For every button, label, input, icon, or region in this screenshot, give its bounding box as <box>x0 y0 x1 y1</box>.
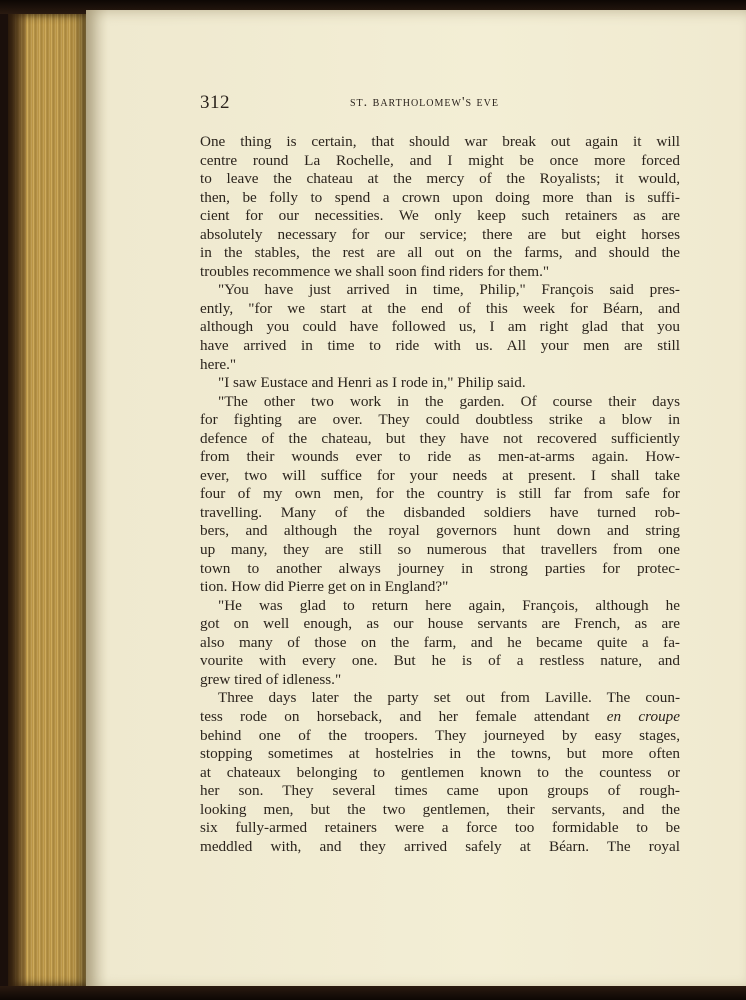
text-line <box>200 764 680 783</box>
text-line <box>200 671 680 690</box>
text-line <box>200 170 680 189</box>
text-line-content: Three days later the party set out from Laville. The coun- <box>218 689 680 707</box>
text-line-content: "I saw Eustace and Henri as I rode in," Philip said. <box>218 374 526 392</box>
text-line <box>200 745 680 764</box>
text-line-content: absolutely necessary for our service; there are but eight horses <box>200 225 680 243</box>
text-line-content: bers, and although the royal governors hunt down and string <box>200 522 680 540</box>
text-line <box>200 838 680 857</box>
text-line-content: grew tired of idleness." <box>200 670 342 688</box>
text-line-content: vourite with every one. But he is of a restless nature, and <box>200 652 680 670</box>
text-line <box>200 244 680 263</box>
text-line <box>200 300 680 319</box>
text-line <box>200 374 680 393</box>
text-line-content: from their wounds ever to ride as men-at-arms again. How- <box>200 448 680 466</box>
text-line-content: meddled with, and they arrived safely at Béarn. The royal <box>200 837 680 855</box>
text-line <box>200 504 680 523</box>
text-line-content: have arrived in time to ride with us. All your men are still <box>200 337 680 355</box>
text-line-content: in the stables, the rest are all out on the farms, and should the <box>200 244 680 262</box>
text-line <box>200 393 680 412</box>
text-line <box>200 226 680 245</box>
italic-phrase: en croupe <box>606 707 680 725</box>
text-line-content: looking men, but the two gentlemen, their servants, and the <box>200 800 680 818</box>
text-line-content: "You have just arrived in time, Philip," François said pres- <box>218 281 680 299</box>
bottom-shadow <box>0 986 746 1000</box>
text-line <box>200 430 680 449</box>
text-line <box>200 318 680 337</box>
text-line <box>200 819 680 838</box>
text-line-content: although you could have followed us, I am right glad that you <box>200 318 680 336</box>
text-line-content: four of my own men, for the country is still far from safe for <box>200 485 680 503</box>
running-header <box>200 92 680 122</box>
text-line-content: centre round La Rochelle, and I might be once more forced <box>200 151 680 169</box>
text-line-content: then, be folly to spend a crown upon doing more than is suffi- <box>200 188 680 206</box>
text-line <box>200 189 680 208</box>
page-number: 312 <box>200 92 230 113</box>
text-line <box>200 152 680 171</box>
text-line <box>200 578 680 597</box>
text-line <box>200 485 680 504</box>
text-line-content: cient for our necessities. We only keep such retainers as are <box>200 207 680 225</box>
text-line <box>200 782 680 801</box>
text-line <box>200 801 680 820</box>
text-line-content: One thing is certain, that should war break out again it will <box>200 133 680 150</box>
text-line-content: her son. They several times came upon groups of rough- <box>200 782 680 800</box>
text-line-content: stopping sometimes at hostelries in the towns, but more often <box>200 745 680 763</box>
running-title: st. bartholomew's eve <box>350 95 499 110</box>
text-line-content: also many of those on the farm, and he became quite a fa- <box>200 633 680 651</box>
text-line <box>200 689 680 708</box>
text-line-content: ever, two will suffice for your needs at present. I shall take <box>200 466 680 484</box>
text-line-content: troubles recommence we shall soon find riders for them." <box>200 262 550 280</box>
text-line <box>200 634 680 653</box>
text-line-content: here." <box>200 355 237 373</box>
text-line <box>200 652 680 671</box>
text-line-content: defence of the chateau, but they have not recovered sufficiently <box>200 429 680 447</box>
text-line <box>200 207 680 226</box>
text-line-content: ently, "for we start at the end of this week for Béarn, and <box>200 299 680 317</box>
text-line-content: at chateaux belonging to gentlemen known to the countess or <box>200 763 680 781</box>
text-line-content: tion. How did Pierre get on in England?" <box>200 578 449 596</box>
body-text <box>200 133 680 856</box>
text-line <box>200 281 680 300</box>
text-line <box>200 615 680 634</box>
text-line-content: town to another always journey in strong parties for protec- <box>200 559 680 577</box>
text-line-content: to leave the chateau at the mercy of the Royalists; it would, <box>200 170 680 188</box>
text-line-content: got on well enough, as our house servants are French, as are <box>200 615 680 633</box>
text-line-content: tess rode on horseback, and her female attendant <box>200 707 590 725</box>
text-line <box>200 448 680 467</box>
text-line-content: for fighting are over. They could doubtless strike a blow in <box>200 411 680 429</box>
text-line <box>200 522 680 541</box>
text-line-content: "He was glad to return here again, François, although he <box>218 596 680 614</box>
text-line-content: behind one of the troopers. They journeyed by easy stages, <box>200 726 680 744</box>
text-line <box>200 356 680 375</box>
text-line <box>200 727 680 746</box>
text-line <box>200 541 680 560</box>
text-line-content: six fully-armed retainers were a force too formidable to be <box>200 819 680 837</box>
text-line <box>200 133 680 152</box>
text-line <box>200 263 680 282</box>
text-line <box>200 337 680 356</box>
text-line <box>200 708 680 727</box>
text-line <box>200 467 680 486</box>
text-line <box>200 597 680 616</box>
text-line-content: "The other two work in the garden. Of course their days <box>218 392 680 410</box>
text-line <box>200 411 680 430</box>
text-line <box>200 560 680 579</box>
page-edges-shadow <box>8 14 26 986</box>
text-line-content: up many, they are still so numerous that travellers from one <box>200 541 680 559</box>
text-line-content: travelling. Many of the disbanded soldiers have turned rob- <box>200 503 680 521</box>
